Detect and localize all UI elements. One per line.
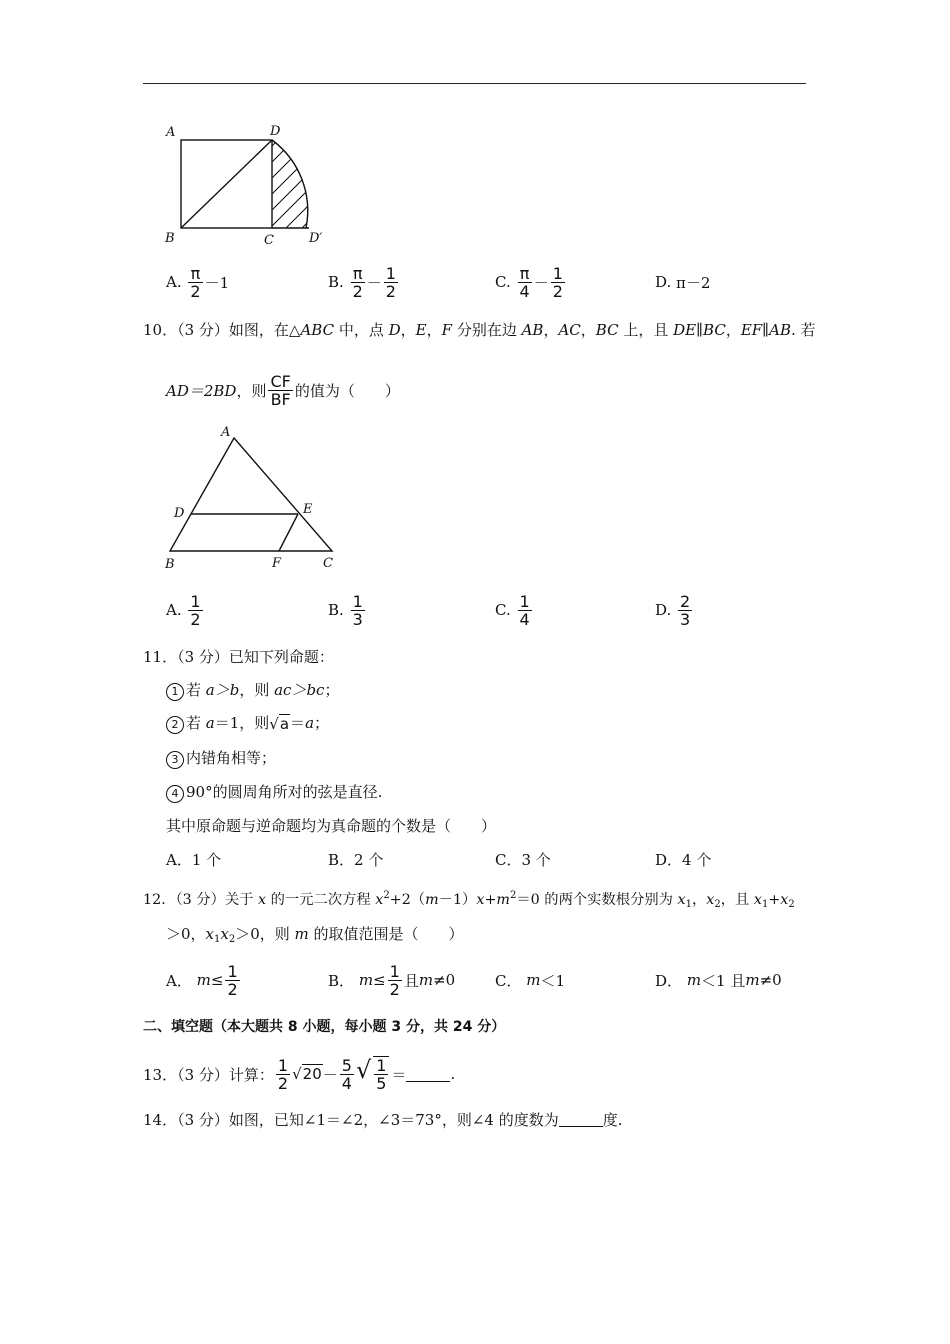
q11-proposition-2: 2 若 a＝1，则√a＝a；: [166, 713, 329, 734]
sqrt-one-fifth: √ $\frac{1}{5}$: [356, 1056, 391, 1092]
q9-option-b[interactable]: B. $\frac{\pi}{2}$ － $\frac{1}{2}$: [328, 263, 396, 301]
q12-stem-line1: 12．（3 分）关于 x 的一元二次方程 $x^2+2(m-1)x+m^2=0$ 的两个实数根分别为 $x_1$，$x_2$，且 $x_1+x_2$: [143, 890, 795, 910]
fraction: $\frac{1}{2}$: [385, 263, 396, 301]
fraction-cf-bf: $\frac{CF}{BF}$: [270, 371, 291, 409]
fraction: $\frac{2}{3}$: [680, 591, 691, 629]
fraction: $\frac{\pi}{2}$: [352, 263, 363, 301]
diagonal-bd: [181, 140, 272, 228]
q10-stem-line1: 10．（3 分）如图，在△ABC 中，点 D，E，F 分别在边 AB，AC，BC 上，且 DE∥BC，EF∥AB. 若: [143, 321, 816, 339]
fraction: $\frac{\pi}{2}$: [190, 263, 201, 301]
q11-question: 其中原命题与逆命题均为真命题的个数是（ ）: [166, 817, 497, 835]
q11-option-a[interactable]: A．1 个: [166, 851, 222, 869]
q11-proposition-4: 4 90°的圆周角所对的弦是直径.: [166, 782, 382, 803]
q9-option-d[interactable]: D. π－2: [655, 273, 711, 292]
label-a: A: [221, 425, 231, 440]
square-arc-figure: [160, 118, 340, 250]
q11-proposition-1: 1 若 a＞b，则 ac＞bc；: [166, 680, 339, 701]
answer-blank[interactable]: [559, 1112, 603, 1127]
q10-option-a[interactable]: A. $\frac{1}{2}$: [166, 591, 201, 629]
label-a: A: [166, 125, 176, 140]
triangle-figure: [160, 420, 350, 578]
fraction: $\frac{1}{4}$: [519, 591, 530, 629]
q9-option-a[interactable]: A. $\frac{\pi}{2}$ －1: [166, 263, 230, 301]
fraction: $\frac{1}{2}$: [389, 961, 400, 999]
section-heading: 二、填空题（本大题共 8 小题，每小题 3 分，共 24 分）: [143, 1019, 506, 1035]
fraction: $\frac{1}{3}$: [352, 591, 363, 629]
fraction: $\frac{1}{2}$: [190, 591, 201, 629]
q11-option-b[interactable]: B．2 个: [328, 851, 384, 869]
label-d-prime: D′: [309, 231, 323, 246]
header-rule: [143, 83, 806, 84]
label-c: C: [323, 556, 333, 571]
q10-option-c[interactable]: C. $\frac{1}{4}$: [495, 591, 530, 629]
arc-dd: [272, 140, 308, 228]
q12-option-d[interactable]: D． m ＜1 且 m ≠0: [655, 971, 782, 990]
label-f: F: [272, 556, 282, 571]
fraction: $\frac{\pi}{4}$: [519, 263, 530, 301]
fraction: $\frac{1}{2}$: [552, 263, 563, 301]
q12-option-c[interactable]: C． m ＜1: [495, 971, 566, 990]
fraction: $\frac{5}{4}$: [341, 1055, 352, 1093]
fraction: $\frac{1}{2}$: [277, 1055, 289, 1093]
label-d: D: [270, 124, 281, 139]
fraction: $\frac{1}{2}$: [227, 961, 238, 999]
sqrt-20: √20: [292, 1065, 322, 1083]
label-c: C: [264, 233, 274, 248]
triangle-abc: [170, 438, 332, 551]
q12-option-b[interactable]: B． m ≤ $\frac{1}{2}$ 且 m ≠0: [328, 961, 456, 999]
label-b: B: [165, 557, 175, 572]
q11-option-d[interactable]: D．4 个: [655, 851, 712, 869]
q11-proposition-3: 3 内错角相等；: [166, 748, 276, 769]
q11-option-c[interactable]: C．3 个: [495, 851, 551, 869]
q14: 14．（3 分）如图，已知∠1＝∠2，∠3＝73°，则∠4 的度数为 度.: [143, 1111, 623, 1129]
label-b: B: [165, 231, 175, 246]
answer-blank[interactable]: [406, 1067, 450, 1082]
sqrt-a: √a: [269, 715, 290, 733]
q13: 13．（3 分）计算： $\frac{1}{2}$ √20 － $\frac{5}{4}$ √ $\frac{1}{5}$ ＝ .: [143, 1055, 456, 1093]
q10-option-b[interactable]: B. $\frac{1}{3}$: [328, 591, 363, 629]
q10-option-d[interactable]: D. $\frac{2}{3}$: [655, 591, 691, 629]
q12-option-a[interactable]: A． m ≤ $\frac{1}{2}$: [166, 961, 238, 999]
q11-stem: 11．（3 分）已知下列命题：: [143, 648, 334, 666]
label-e: E: [303, 502, 313, 517]
q9-option-c[interactable]: C. $\frac{\pi}{4}$ － $\frac{1}{2}$: [495, 263, 563, 301]
q12-stem-line2: ＞0，$x_1x_2>0$，则 m 的取值范围是（ ）: [166, 925, 464, 945]
q10-stem-line2: AD＝2BD ，则 $\frac{CF}{BF}$ 的值为（ ）: [166, 371, 400, 409]
label-d: D: [174, 506, 185, 521]
segment-ef: [279, 514, 298, 551]
